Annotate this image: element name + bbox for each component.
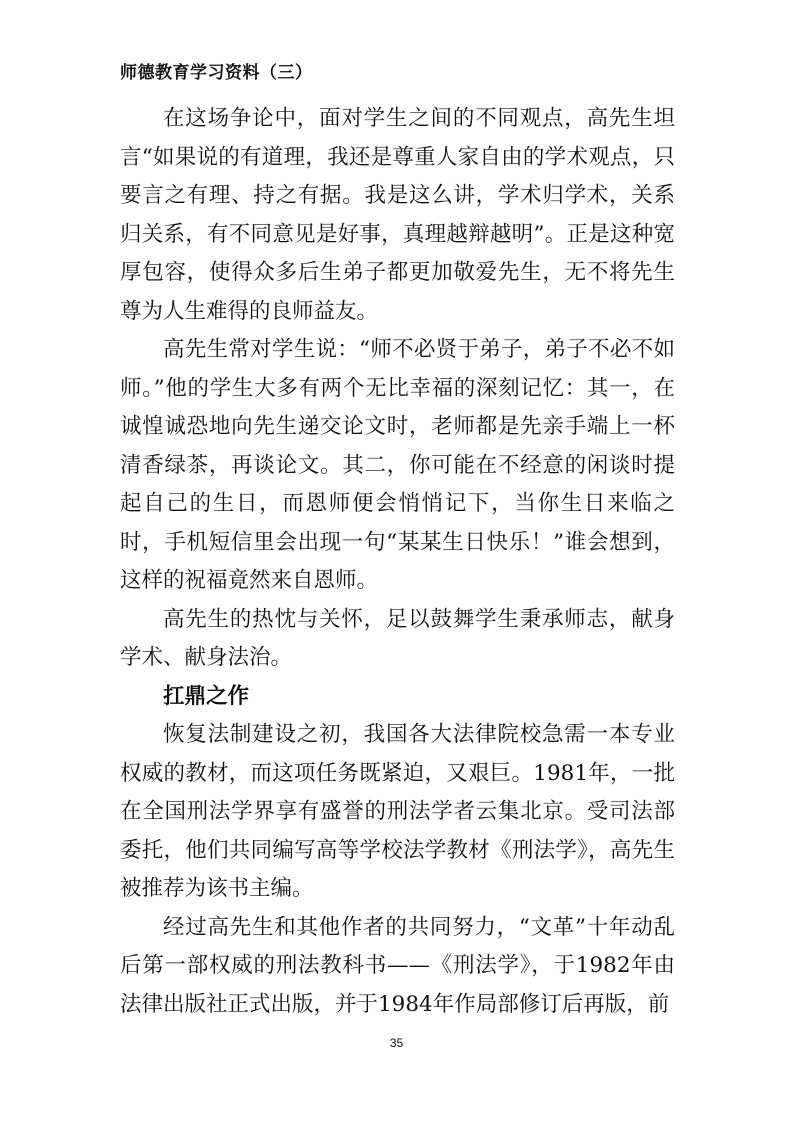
section-heading: 扛鼎之作: [163, 683, 250, 709]
page-number: 35: [389, 1036, 404, 1050]
running-header: 师德教育学习资料（三）: [120, 63, 313, 83]
body-paragraph: 经过高先生和其他作者的共同努力，“文革”十年动乱后第一部权威的刑法教科书——《刑法学》，于1982年由法律出版社正式出版，并于1984年作局部修订后再版，前: [120, 914, 675, 1017]
body-paragraph: 在这场争论中，面对学生之间的不同观点，高先生坦言“如果说的有道理，我还是尊重人家自由的学术观点，只要言之有理、持之有据。我是这么讲，学术归学术，关系归关系，有不同意见是好事，真理越辩越明”。正是这种宽厚包容，使得众多后生弟子都更加敬爱先生，无不将先生尊为人生难得的良师益友。: [120, 106, 675, 324]
body-paragraph: 恢复法制建设之初，我国各大法律院校急需一本专业权威的教材，而这项任务既紧迫，又艰巨。1981年，一批在全国刑法学界享有盛誉的刑法学者云集北京。受司法部委托，他们共同编写高等学校法学教材《刑法学》，高先生被推荐为该书主编。: [120, 722, 675, 901]
body-paragraph: 高先生常对学生说：“师不必贤于弟子，弟子不必不如师。”他的学生大多有两个无比幸福的深刻记忆：其一，在诚惶诚恐地向先生递交论文时，老师都是先亲手端上一杯清香绿茶，再谈论文。其二，你可能在不经意的闲谈时提起自己的生日，而恩师便会悄悄记下，当你生日来临之时，手机短信里会出现一句“某某生日快乐！”谁会想到，这样的祝福竟然来自恩师。: [120, 337, 675, 593]
body-paragraph: 高先生的热忱与关怀，足以鼓舞学生秉承师志，献身学术、献身法治。: [120, 606, 675, 670]
document-body: [120, 100, 675, 1024]
